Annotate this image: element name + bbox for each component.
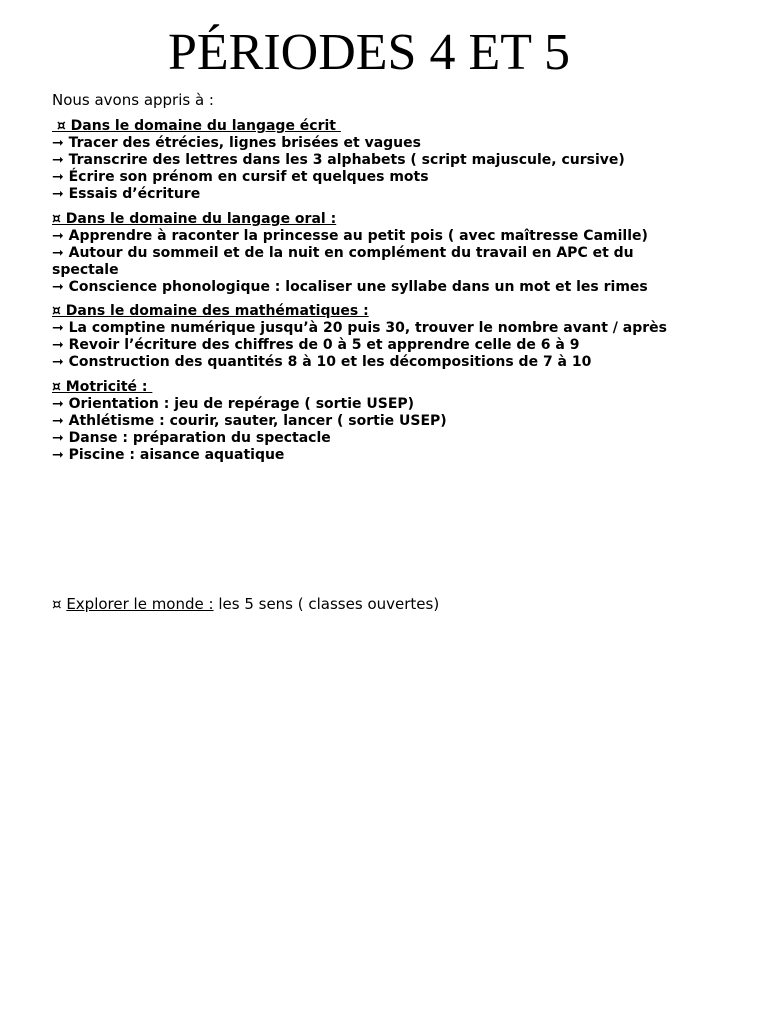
list-item: ➞ La comptine numérique jusqu’à 20 puis 30, trouver le nombre avant / après [52,320,667,336]
list-item: ➞ Construction des quantités 8 à 10 et les décompositions de 7 à 10 [52,354,592,370]
section-heading-text: ¤ Motricité : [52,379,153,395]
item-list [52,135,732,203]
list-item: ➞ Apprendre à raconter la princesse au petit pois ( avec maîtresse Camille) [52,228,648,244]
list-item: ➞ Écrire son prénom en cursif et quelques mots [52,169,429,185]
list-item: ➞ Danse : préparation du spectacle [52,430,331,446]
list-item: ➞ Transcrire des lettres dans les 3 alphabets ( script majuscule, cursive) [52,152,625,168]
bullet-symbol: ¤ [52,595,67,613]
list-item: ➞ Essais d’écriture [52,186,201,202]
list-item: ➞ Conscience phonologique : localiser une syllabe dans un mot et les rimes [52,279,648,295]
item-list [52,228,732,296]
section-written-language [52,118,732,203]
list-item: ➞ Revoir l’écriture des chiffres de 0 à 5 et apprendre celle de 6 à 9 [52,337,580,353]
section-heading [52,118,732,135]
section-mathematics [52,303,732,371]
list-item: ➞ Autour du sommeil et de la nuit en complément du travail en APC et du spectale [52,245,634,278]
section-oral-language [52,211,732,296]
intro-text: Nous avons appris à : [52,91,214,109]
list-item: ➞ Athlétisme : courir, sauter, lancer ( sortie USEP) [52,413,447,429]
section-heading [52,303,732,320]
page-title: PÉRIODES 4 ET 5 [167,24,571,81]
section-heading [52,379,732,396]
list-item: ➞ Orientation : jeu de repérage ( sortie USEP) [52,396,415,412]
section-heading-text: ¤ Dans le domaine du langage oral : [52,211,337,227]
item-list [52,320,732,371]
explore-label: Explorer le monde : [66,595,214,613]
section-motor-skills [52,379,732,464]
explore-text: les 5 sens ( classes ouvertes) [213,595,440,613]
list-item: ➞ Tracer des étrécies, lignes brisées et vagues [52,135,421,151]
section-heading-text: ¤ Dans le domaine du langage écrit [52,118,341,134]
item-list [52,396,732,464]
list-item: ➞ Piscine : aisance aquatique [52,447,285,463]
explore-world-line [52,594,439,614]
section-heading-text: ¤ Dans le domaine des mathématiques : [52,303,369,319]
section-heading [52,211,732,228]
